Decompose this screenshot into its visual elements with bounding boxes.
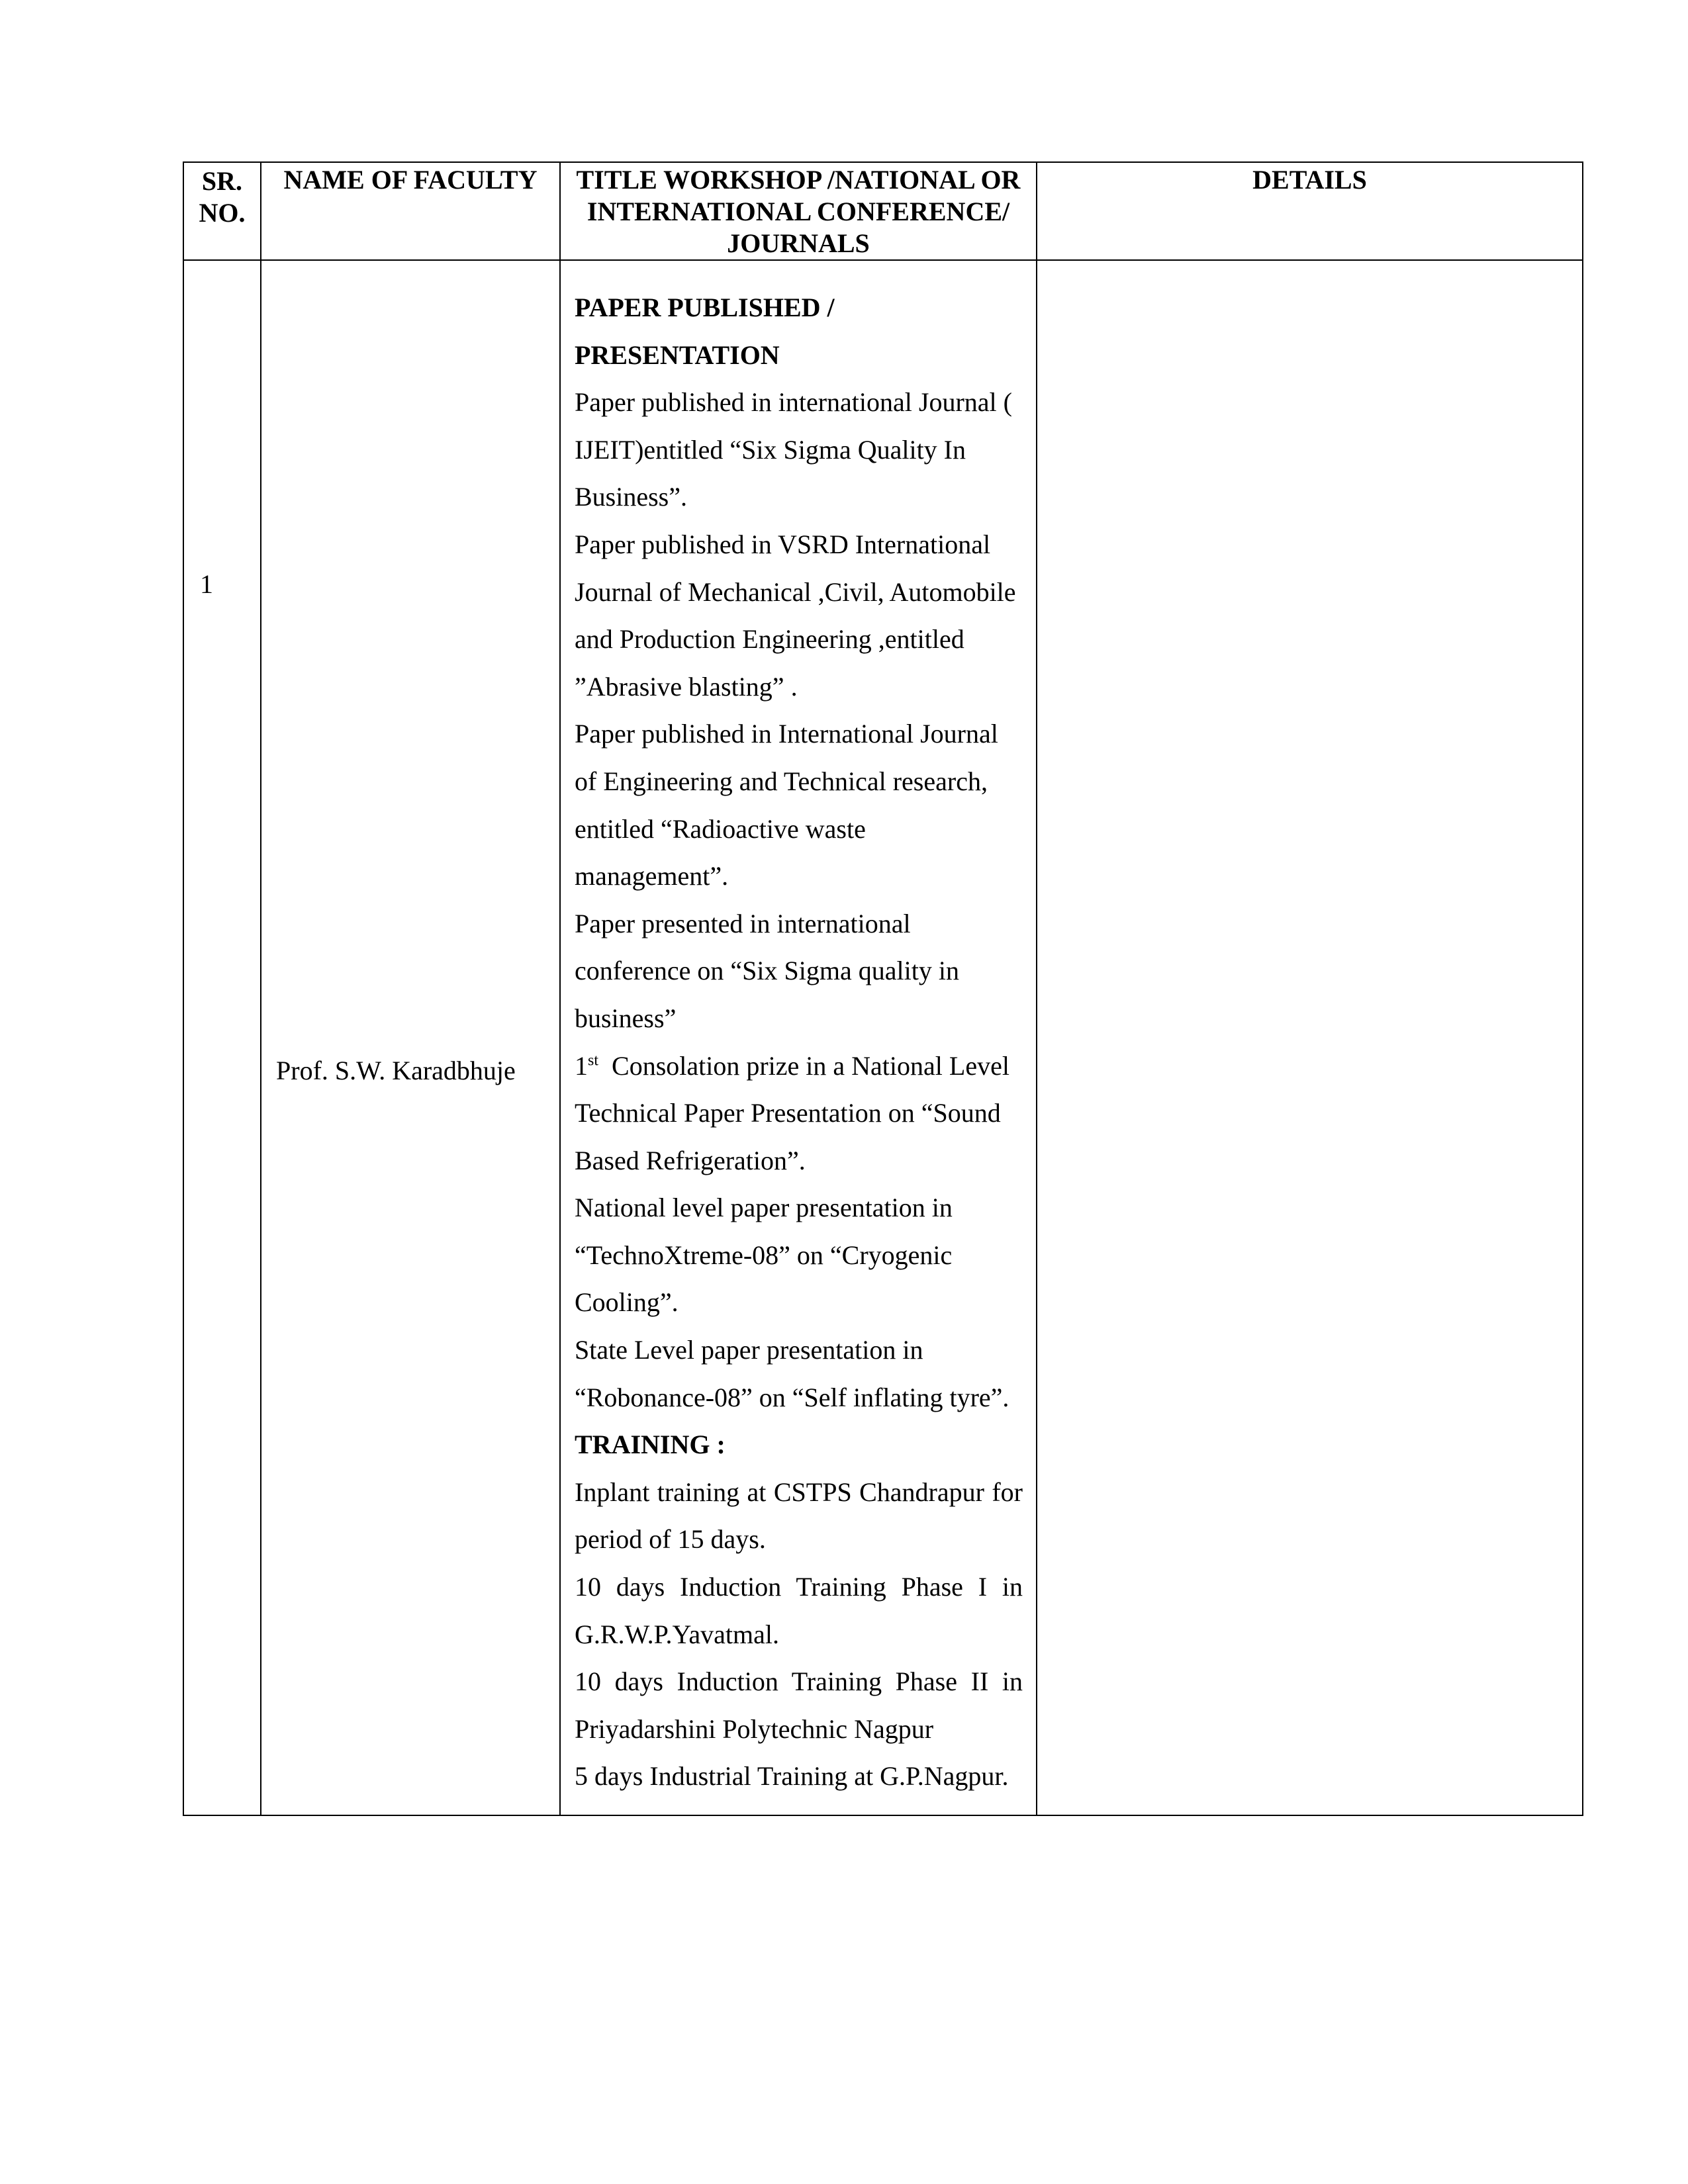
prize-entry [575, 1042, 1023, 1185]
sr-no-cell [183, 260, 261, 1815]
faculty-table [183, 161, 1583, 1816]
paper-section-heading: PAPER PUBLISHED / PRESENTATION [575, 293, 835, 370]
presentation-entry: National level paper presentation in “TechnoXtreme-08” on “Cryogenic Cooling”. [575, 1193, 953, 1318]
presentation-entry: State Level paper presentation in “Robonance-08” on “Self inflating tyre”. [575, 1335, 1009, 1412]
sr-no-value: 1 [200, 569, 213, 599]
training-entry: Inplant training at CSTPS Chandrapur for period of 15 days. [575, 1477, 1023, 1555]
faculty-name-cell [261, 260, 560, 1815]
prize-text: Consolation prize in a National Level Technical Paper Presentation on “Sound Based Refrigeration”. [575, 1050, 1016, 1175]
header-title: TITLE WORKSHOP /NATIONAL OR INTERNATIONAL CONFERENCE/ JOURNALS [560, 162, 1037, 260]
training-entry: 5 days Industrial Training at G.P.Nagpur. [575, 1761, 1009, 1792]
prize-ordinal-suffix: st [588, 1052, 599, 1069]
table-header-row [183, 162, 1583, 260]
paper-entry: Paper presented in international conference on “Six Sigma quality in business” [575, 908, 959, 1033]
training-section-heading: TRAINING : [575, 1430, 726, 1460]
faculty-name: Prof. S.W. Karadbhuje [276, 1056, 516, 1085]
paper-entry: Paper published in VSRD International Journal of Mechanical ,Civil, Automobile and Production Engineering ,entitled ”Abrasive blasting” . [575, 529, 1016, 702]
table-row [183, 260, 1583, 1815]
header-details: DETAILS [1037, 162, 1583, 260]
header-sr-no: SR. NO. [183, 162, 261, 260]
header-name-of-faculty: NAME OF FACULTY [261, 162, 560, 260]
prize-ordinal: 1 [575, 1050, 588, 1081]
training-entry: 10 days Induction Training Phase I in G.R.W.P.Yavatmal. [575, 1572, 1023, 1649]
paper-entry: Paper published in International Journal of Engineering and Technical research, entitled “Radioactive waste management”. [575, 719, 998, 891]
paper-entry: Paper published in international Journal ( IJEIT)entitled “Six Sigma Quality In Business”. [575, 387, 1012, 512]
details-cell [1037, 260, 1583, 1815]
title-cell [560, 260, 1037, 1815]
training-entry: 10 days Induction Training Phase II in Priyadarshini Polytechnic Nagpur [575, 1666, 1023, 1744]
